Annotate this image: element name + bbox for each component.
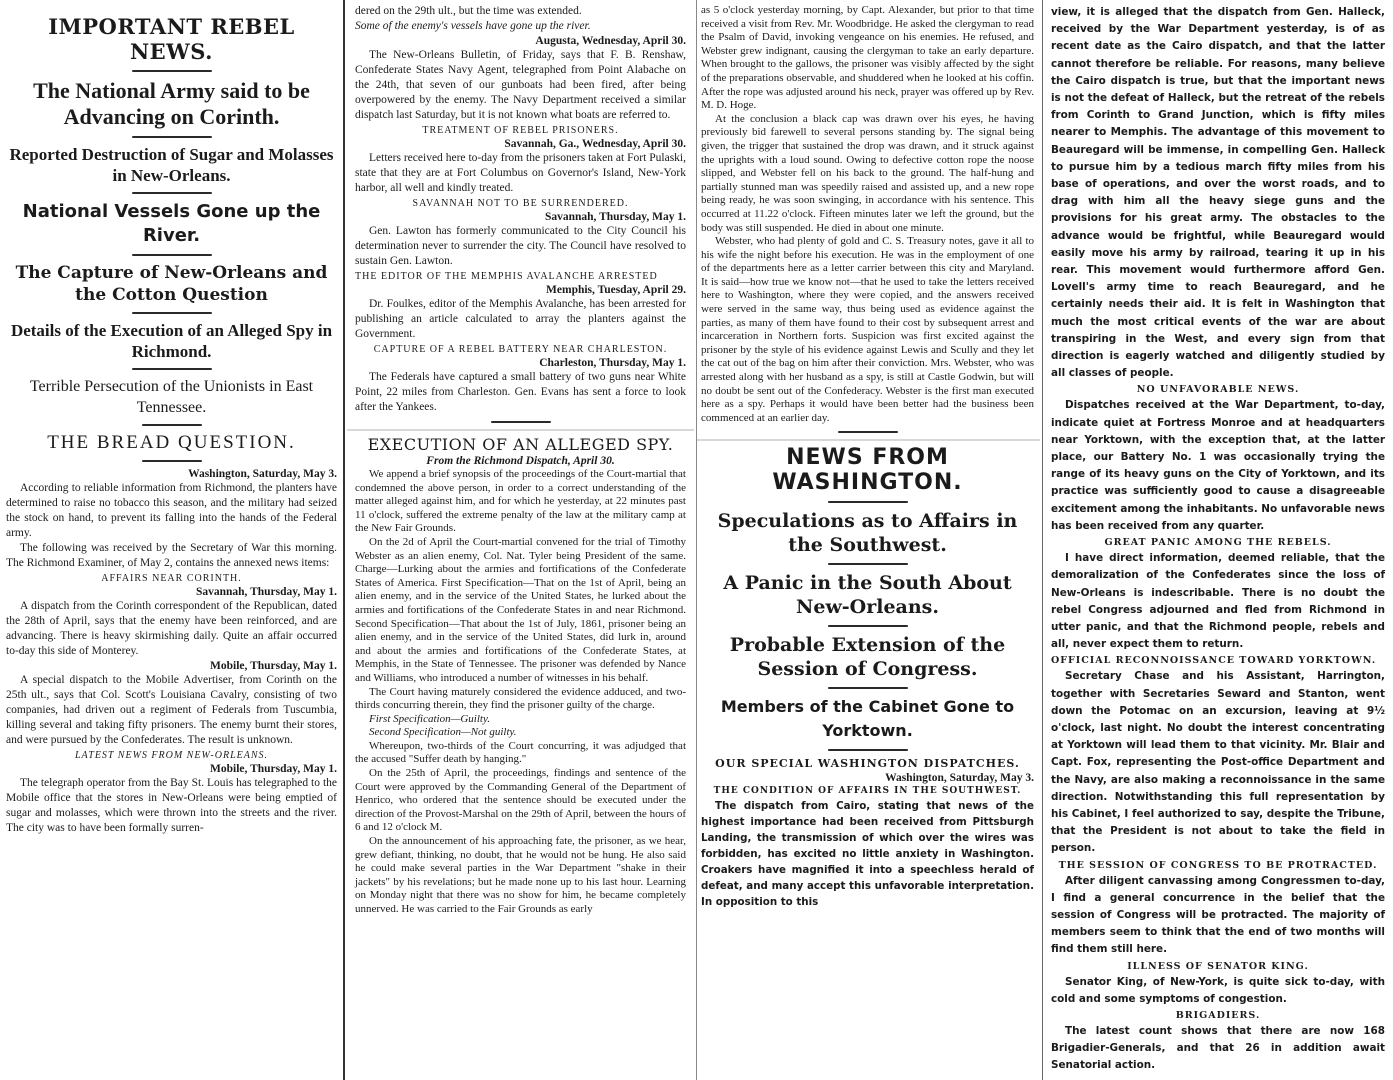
article-paragraph: Secretary Chase and his Assistant, Harrington, together with Secretaries Seward and Stanton, went down the Potomac on an excursion, leaving at 9½ o'clock, last night. No doubt the interest concentrating at Yorktown will lead them to that vicinity. Mr. Blair and Capt. Fox, representing the Post-office Department and the Navy, are also making a reconnoissance in the same direction. Notwithstanding this full representation by his Cabinet, I feel authorized to say, despite the Tribune, that the President is not about to take the field in person. [1051,670,1385,855]
clipping-edge [347,429,694,431]
subheading: ILLNESS OF SENATOR KING. [1127,960,1309,972]
masthead-news-from-washington: NEWS FROM WASHINGTON. [772,445,963,496]
article-paragraph: At the conclusion a black cap was drawn over his eyes, he having previously bid farewell to several persons standing by. The signal being given, the trigger that sustained the drop was drawn, and it struck against the uprights with a loud sound. Owing to defective cotton rope the noose slipped, and Webster fell on his back to the ground. The half-hung and partially stunned man was speedily raised and assisted up, and a new rope being ready, he was soon swinging, in accordance with his sentence. This occurred at 11.22 o'clock. Fifteen minutes later we left the ground, but the body was still suspended. He died in about one minute. [701,112,1034,234]
divider-rule [132,368,212,370]
article-paragraph: On the 2d of April the Court-martial convened for the trial of Timothy Webster as an alien enemy, Col. Nat. Tyler being President of the same. Charge—Lurking about the armies and fortifications of the Confederate States of America. First Specification—That on the 1st of April, being an alien enemy, and in the service of the United States, he lurked about the armies and fortifications of the Confederate States in and near Richmond. Second Specification—That about the 1st of July, 1861, prisoner being an alien enemy, and in the service of the United States, did lurk in, around and about the armies and fortifications of the Confederate States, at Memphis, in the State of Tennessee. The prisoner was defended by Nance and Williams, who introduced a number of witnesses in his behalf. [355,535,686,684]
article-paragraph: Whereupon, two-thirds of the Court concurring, it was adjudged that the accused "Suffer death by hanging." [355,739,686,766]
dateline: Washington, Saturday, May 3. [188,468,337,480]
dateline: Memphis, Tuesday, April 29. [546,284,686,296]
divider-rule [491,421,551,423]
column-2 [347,0,694,1080]
article-paragraph: Webster, who had plenty of gold and C. S. Treasury notes, gave it all to his wife the night before his execution. He was in the employment of one of the departments here as a letter carrier between this city and Maryland. It is said—how true we know not—that he used to take the letters received here to Washington, where they were copied, and the answers received were served in the same way, thus being used as evidence against the parties, as many of them have found to their cost by subsequent arrest and incarceration in Northern forts. Suspicion was first excited against the prisoner by the style of his evidence against Lewis and Scully and they let the cat out of the bag on him after their conviction. Mrs. Webster, who was arrested along with her husband as a spy, is still at Castle Godwin, but will no doubt be sent out of the Confederacy. Webster is the first man executed here as a spy. Perhaps it would have been better had the business been commenced at an earlier day. [701,235,1034,424]
subheading: SAVANNAH NOT TO BE SURRENDERED. [412,198,629,209]
divider-rule [132,312,212,314]
article-paragraph: Dr. Foulkes, editor of the Memphis Avalanche, has been arrested for publishing an article calculated to array the planters against the Government. [355,298,686,340]
headline: The Capture of New-Orleans and the Cotton Question [15,263,328,305]
headline: Speculations as to Affairs in the Southwest. [717,510,1018,557]
subheading: OFFICIAL RECONNOISSANCE TOWARD YORKTOWN. [1051,655,1377,667]
headline: Members of the Cabinet Gone to Yorktown. [720,697,1015,741]
section-title-bread-question: THE BREAD QUESTION. [47,432,296,453]
headline: The National Army said to be Advancing on Corinth. [33,78,310,129]
article-paragraph: A dispatch from the Corinth correspondent of the Republican, dated the 28th of April, says that the enemy have been reinforced, and are advancing. There is heavy skirmishing daily. Quite an affair occurred to-day this side of Monterey. [6,600,337,657]
headline: Reported Destruction of Sugar and Molasses in New-Orleans. [9,145,334,185]
subheading: BRIGADIERS. [1175,1009,1261,1021]
article-paragraph: The following was received by the Secretary of War this morning. The Richmond Examiner, of May 2, contains the annexed news items: [6,542,337,569]
subheading: THE EDITOR OF THE MEMPHIS AVALANCHE ARRESTED [355,271,658,282]
headline: National Vessels Gone up the River. [22,201,321,246]
subheading: OUR SPECIAL WASHINGTON DISPATCHES. [715,757,1020,771]
article-paragraph-italic: Some of the enemy's vessels have gone up the river. [355,20,591,32]
column-4 [1042,0,1393,1080]
dateline: Charleston, Thursday, May 1. [539,357,686,369]
article-paragraph: We append a brief synopsis of the proceedings of the Court-martial that condemned the above person, in order to a correct understanding of the matter alleged against him, and for which he yesterday, at 22 minutes past 11 o'clock, suffered the extreme penalty of the law at the military camp at the New Fair Grounds. [355,468,686,535]
article-paragraph: On the announcement of his approaching fate, the prisoner, as we hear, grew defiant, thinking, no doubt, that he would not be hung. He also said he could make several parties in the War Department "shake in their jackets" by his revelations; but he made none up to his last hour. Learning on Monday night that there was no show for him, he became completely unnerved. He was carried to the Fair Grounds as early [355,835,686,915]
dateline: Savannah, Thursday, May 1. [544,211,686,223]
subheading: AFFAIRS NEAR CORINTH. [101,573,242,584]
verdict-line: First Specification—Guilty. [369,712,490,725]
dateline: Augusta, Wednesday, April 30. [535,35,686,47]
article-paragraph: According to reliable information from Richmond, the planters have determined to raise no tobacco this season, and the military had seized the stock on hand, to prevent its falling into the hands of the Federal army. [6,482,337,539]
divider-rule [142,460,202,462]
headline: Probable Extension of the Session of Congress. [729,634,1006,681]
article-paragraph: dered on the 29th ult., but the time was extended. [355,5,582,17]
headline: Terrible Persecution of the Unionists in East Tennessee. [29,378,314,416]
article-paragraph: Dispatches received at the War Department, to-day, indicate quiet at Fortress Monroe and at headquarters near Yorktown, with the exception that, at the latter place, our Battery No. 1 was occasionally trying the range of its heavy guns on the City of Yorktown, and its practice was sufficiently good to cause a disagreeable excitement among the inhabitants. No unfavorable news has been received from any quarter. [1051,399,1385,532]
article-paragraph: A special dispatch to the Mobile Advertiser, from Corinth on the 25th ult., says that Col. Scott's Louisiana Cavalry, consisting of two companies, had driven out a regiment of Federals from Tuscumbia, killing several and taking fifty prisoners. The enemy burnt their stores, and were pursued by the Confederates. The result is unknown. [6,674,337,746]
article-paragraph: Letters received here to-day from the prisoners taken at Fort Pulaski, state that they are at Fort Columbus on Governor's Island, New-York harbor, all well and kindly treated. [355,152,686,194]
subheading: CAPTURE OF A REBEL BATTERY NEAR CHARLESTON. [373,344,668,355]
subheading: LATEST NEWS FROM NEW-ORLEANS. [74,750,269,761]
article-paragraph: The latest count shows that there are now 168 Brigadier-Generals, and that 26 in addition await Senatorial action. [1051,1024,1385,1072]
divider-rule [132,136,212,138]
masthead-important-rebel-news: IMPORTANT REBEL NEWS. [48,14,295,64]
article-paragraph: On the 25th of April, the proceedings, findings and sentence of the Court were approved by the Commanding General of the Department of Henrico, who ordered that the sentence should be executed under the direction of the Provost-Marshal on the 29th of April, between the hours of 6 and 12 o'clock M. [355,767,686,834]
article-paragraph: The Court having maturely considered the evidence adduced, and two-thirds concurring therein, they find the prisoner guilty of the charge. [355,685,686,712]
dateline: Savannah, Ga., Wednesday, April 30. [504,138,686,150]
subheading: THE CONDITION OF AFFAIRS IN THE SOUTHWEST. [713,786,1022,797]
column-3 [696,0,1040,1080]
article-paragraph: The dispatch from Cairo, stating that news of the highest importance had been received from Pittsburgh Landing, the transmission of which over the wires was forbidden, has excited no little anxiety in Washington. Croakers have magnified it into a speechless herald of defeat, and many accept this unfavorable interpretation. In opposition to this [701,800,1034,909]
divider-rule [838,431,898,433]
column-1 [0,0,345,1080]
verdict-line: Second Specification—Not guilty. [369,726,517,739]
dateline: Mobile, Thursday, May 1. [210,763,337,775]
divider-rule [132,192,212,194]
clipping-edge [696,439,1040,441]
subheading: THE SESSION OF CONGRESS TO BE PROTRACTED. [1058,859,1378,871]
divider-rule [132,70,212,72]
headline: A Panic in the South About New-Orleans. [723,572,1012,619]
headline: Details of the Execution of an Alleged Spy in Richmond. [10,321,333,361]
source-line: From the Richmond Dispatch, April 30. [426,455,615,467]
section-title-execution-of-spy: EXECUTION OF AN ALLEGED SPY. [367,435,674,454]
divider-rule [828,687,908,689]
article-paragraph: After diligent canvassing among Congressmen to-day, I find a general concurrence in the belief that the session of Congress will be protracted. The majority of members seem to think that the end of two months will find them still here. [1051,874,1385,956]
subheading: NO UNFAVORABLE NEWS. [1136,384,1300,396]
article-paragraph: Senator King, of New-York, is quite sick to-day, with cold and some symptoms of congestion. [1051,975,1385,1005]
dateline: Washington, Saturday, May 3. [885,772,1034,785]
article-paragraph: The Federals have captured a small battery of two guns near White Point, 22 miles from Charleston. Gen. Evans has sent a force to look after the Yankees. [355,371,686,413]
dateline: Savannah, Thursday, May 1. [195,586,337,598]
divider-rule [828,563,908,565]
article-paragraph: I have direct information, deemed reliable, that the demoralization of the Confederates since the loss of New-Orleans is indescribable. There is no doubt the rebel Congress adjourned and fled from Richmond in utter panic, and that the Richmond people, rebels and all, never expect them to return. [1051,552,1385,651]
article-paragraph: The telegraph operator from the Bay St. Louis has telegraphed to the Mobile office that the stores in New-Orleans were being emptied of sugar and molasses, which were thrown into the streets and the river. The city was to have been formally surren- [6,777,337,834]
article-paragraph: The New-Orleans Bulletin, of Friday, says that F. B. Renshaw, Confederate States Navy Agent, telegraphed from Point Alabache on the 24th, that seven of our gunboats had been fired, after being overpowered by the enemy. The Navy Department received a similar dispatch last Saturday, but it is not known what boats are referred to. [355,49,686,121]
article-paragraph: Gen. Lawton has formerly communicated to the City Council his determination never to surrender the city. The Council have resolved to sustain Gen. Lawton. [355,225,686,267]
subheading: GREAT PANIC AMONG THE REBELS. [1104,537,1332,549]
divider-rule [828,749,908,751]
article-paragraph: as 5 o'clock yesterday morning, by Capt. Alexander, but prior to that time received a visit from Rev. Mr. Woodbridge. He asked the clergyman to read the Psalm of David, invoking vengeance on his enemies. He refused, and Webster grew indignant, causing the clergyman to take an early departure. When brought to the gallows, the prisoner was visibly affected by the sight of the preparations observable, and shuddered when he looked at his coffin. After the rope was adjusted around his neck, prayer was offered up by Rev. M. D. Hoge. [701,4,1034,112]
divider-rule [142,424,202,426]
dateline: Mobile, Thursday, May 1. [210,660,337,672]
divider-rule [828,501,908,503]
divider-rule [132,254,212,256]
divider-rule [828,625,908,627]
article-paragraph: view, it is alleged that the dispatch from Gen. Halleck, received by the War Department yesterday, is of as recent date as the Cairo dispatch, and that the latter cannot therefore be reliable. For reasons, many believe the Cairo dispatch is true, but that the important news is not the defeat of Halleck, but the retreat of the rebels from Corinth to Grand Junction, which is fifty miles nearer to Memphis. The advantage of this movement to Beauregard will be immense, in compelling Gen. Halleck to pursue him by a tedious march fifty miles from his base of operations, and over the worst roads, and to drag with him all the heavy siege guns and the provisions for his great army. The obstacles to the advance would be frightful, while Beauregard would easily move his army by railroad, tearing it up in his rear. This movement would furthermore afford Gen. Lovell's army time to reach Beauregard, and he certainly needs their aid. It is felt in Washington that much the most critical events of the war are about transpiring in the West, and every sign from that direction is eagerly watched and diligently studied by all classes of people. [1051,6,1385,380]
subheading: TREATMENT OF REBEL PRISONERS. [422,125,619,136]
